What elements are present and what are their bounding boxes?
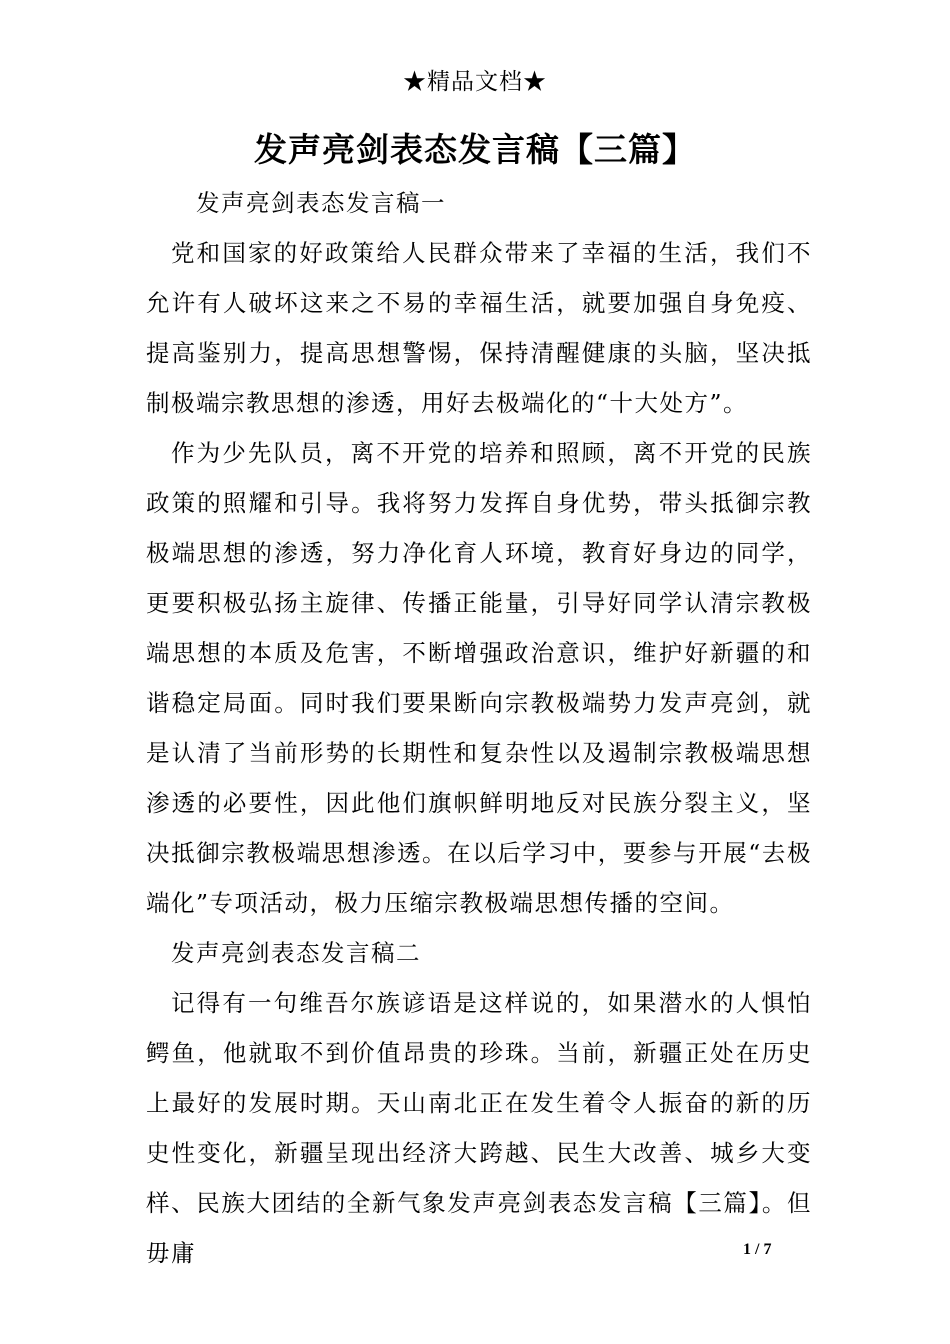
document-title: 发声亮剑表态发言稿【三篇】 [254,130,696,169]
section-heading-1: 发声亮剑表态发言稿一 [196,189,446,217]
header-mark: ★精品文档★ [403,69,547,95]
paragraph-2: 作为少先队员，离不开党的培养和照顾，离不开党的民族政策的照耀和引导。我将努力发挥自身优势，带头抵御宗教极端思想的渗透，努力净化育人环境，教育好身边的同学，更要积极弘扬主旋律、传播正能量，引导好同学认清宗教极端思想的本质及危害，不断增强政治意识，维护好新疆的和谐稳定局面。同时我们要果断向宗教极端势力发声亮剑，就是认清了当前形势的长期性和复杂性以及遏制宗教极端思想渗透的必要性，因此他们旗帜鲜明地反对民族分裂主义，坚决抵御宗教极端思想渗透。在以后学习中，要参与开展“去极端化”专项活动，极力压缩宗教极端思想传播的空间。 [146,439,812,917]
paragraph-1: 党和国家的好政策给人民群众带来了幸福的生活，我们不允许有人破坏这来之不易的幸福生活，就要加强自身免疫、提高鉴别力，提高思想警惕，保持清醒健康的头脑，坚决抵制极端宗教思想的渗透，用好去极端化的“十大处方”。 [146,239,812,417]
page-number: 1 / 7 [743,1241,772,1258]
paragraph-3: 记得有一句维吾尔族谚语是这样说的，如果潜水的人惧怕鳄鱼，他就取不到价值昂贵的珍珠。当前，新疆正处在历史上最好的发展时期。天山南北正在发生着令人振奋的新的历史性变化，新疆呈现出经济大跨越、民生大改善、城乡大变样、民族大团结的全新气象发声亮剑表态发言稿【三篇】。但毋庸 [146,989,812,1267]
section-heading-2: 发声亮剑表态发言稿二 [171,939,421,967]
document-body [146,178,812,1278]
